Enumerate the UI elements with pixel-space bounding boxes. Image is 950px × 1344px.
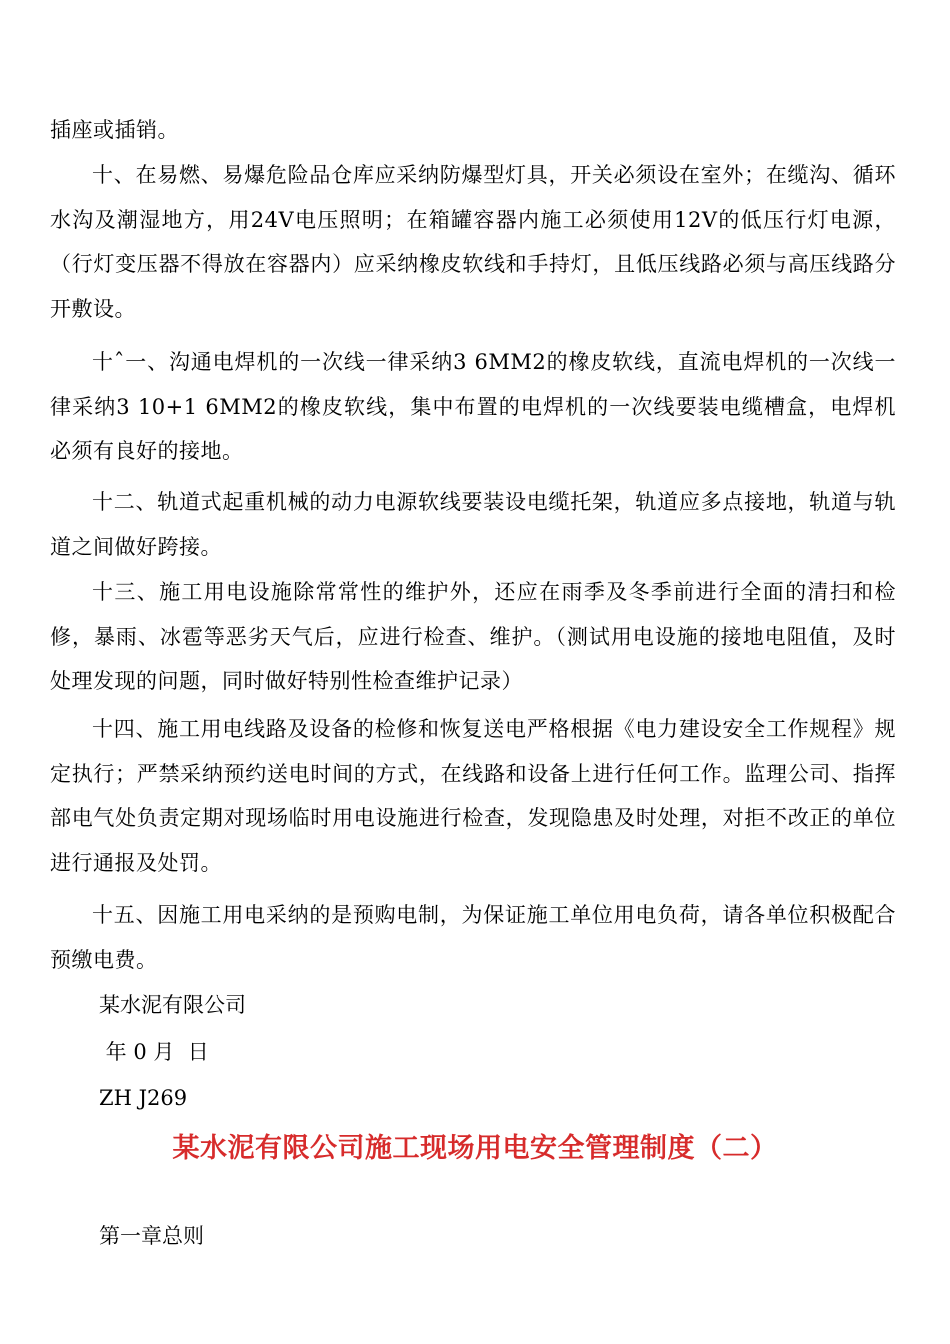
paragraph-continuation: 插座或插销。 — [50, 118, 179, 142]
document-title: 某水泥有限公司施工现场用电安全管理制度（二） — [172, 1133, 778, 1164]
paragraph-item-11: 十ˆ一、沟通电焊机的一次线一律采纳3 6MM2的橡皮软线，直流电焊机的一次线一律采纳3 10+1 6MM2的橡皮软线，集中布置的电焊机的一次线要装电缆槽盒，电焊机必须有良好的接地。 — [50, 350, 896, 464]
paragraph-item-15: 十五、因施工用电采纳的是预购电制，为保证施工单位用电负荷，请各单位积极配合预缴电费。 — [50, 903, 896, 972]
paragraph-item-13: 十三、施工用电设施除常常性的维护外，还应在雨季及冬季前进行全面的清扫和检修，暴雨、冰雹等恶劣天气后，应进行检查、维护。（测试用电设施的接地电阻值，及时处理发现的问题，同时做好特别性检查维护记录） — [50, 580, 896, 694]
paragraph-item-10: 十、在易燃、易爆危险品仓库应采纳防爆型灯具，开关必须设在室外；在缆沟、循环水沟及潮湿地方，用24V电压照明；在箱罐容器内施工必须使用12V的低压行灯电源，（行灯变压器不得放在容器内）应采纳橡皮软线和手持灯，且低压线路必须与高压线路分开敷设。 — [50, 163, 896, 321]
paragraph-item-12: 十二、轨道式起重机械的动力电源软线要装设电缆托架，轨道应多点接地，轨道与轨道之间做好跨接。 — [50, 490, 896, 559]
paragraph-item-14: 十四、施工用电线路及设备的检修和恢复送电严格根据《电力建设安全工作规程》规定执行；严禁采纳预约送电时间的方式，在线路和设备上进行任何工作。监理公司、指挥部电气处负责定期对现场临时用电设施进行检查，发现隐患及时处理，对拒不改正的单位进行通报及处罚。 — [50, 717, 896, 875]
company-signature: 某水泥有限公司 — [99, 993, 246, 1017]
date-line: 年 0 月 日 — [99, 1040, 209, 1064]
chapter-heading: 第一章总则 — [99, 1224, 204, 1248]
document-code: ZH J269 — [99, 1086, 188, 1110]
